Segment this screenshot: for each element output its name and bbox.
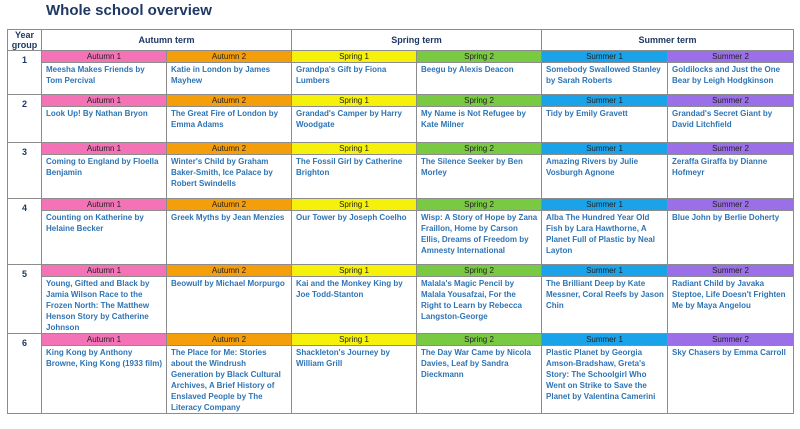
book-title: The Place for Me: Stories about the Windrush Generation by Black Cultural Archives, A Brief History of Enslaved People by The Literacy Company [171, 348, 281, 412]
cell-spring-1 [292, 143, 417, 199]
half-term-label: Spring 2 [417, 51, 541, 63]
half-term-label: Spring 1 [292, 265, 416, 277]
book-title: Malala's Magic Pencil by Malala Yousafzai, For the Right to Learn by Rebecca Langston-George [421, 279, 522, 321]
book-title: Winter's Child by Graham Baker-Smith, Ice Palace by Robert Swindells [171, 157, 273, 188]
cell-spring-2 [417, 143, 542, 199]
year-number: 5 [8, 265, 42, 334]
half-term-label: Summer 1 [542, 265, 667, 277]
book-title: Alba The Hundred Year Old Fish by Lara Hawthorne, A Planet Full of Plastic by Neal Layton [546, 213, 655, 255]
half-term-label: Spring 2 [417, 334, 541, 346]
half-term-label: Summer 2 [668, 199, 793, 211]
cell-summer-1 [542, 199, 668, 265]
book-title: Look Up! By Nathan Bryon [46, 109, 148, 118]
cell-spring-1 [292, 265, 417, 334]
book-title: Beegu by Alexis Deacon [421, 65, 514, 74]
half-term-label: Summer 2 [668, 143, 793, 155]
half-term-label: Spring 2 [417, 265, 541, 277]
half-term-label: Spring 2 [417, 95, 541, 107]
half-term-label: Spring 1 [292, 334, 416, 346]
cell-spring-1 [292, 95, 417, 143]
year-number: 4 [8, 199, 42, 265]
autumn-term-header: Autumn term [42, 30, 292, 51]
cell-summer-1 [542, 143, 668, 199]
book-title: Grandpa's Gift by Fiona Lumbers [296, 65, 387, 85]
cell-summer-2 [668, 143, 794, 199]
half-term-label: Summer 1 [542, 51, 667, 63]
page-title: Whole school overview [46, 2, 212, 19]
book-title: Meesha Makes Friends by Tom Percival [46, 65, 145, 85]
cell-summer-1 [542, 334, 668, 414]
book-title: Amazing Rivers by Julie Vosburgh Agnone [546, 157, 639, 177]
cell-autumn-1 [42, 95, 167, 143]
year-number: 2 [8, 95, 42, 143]
book-title: Plastic Planet by Georgia Amson-Bradshaw, Greta's Story: The Schoolgirl Who Went on Strike to Save the Planet by Valentina Camerini [546, 348, 656, 401]
half-term-label: Autumn 2 [167, 199, 291, 211]
half-term-label: Autumn 2 [167, 95, 291, 107]
book-title: Wisp: A Story of Hope by Zana Fraillon, Home by Carson Ellis, Dreams of Freedom by Amnesty International [421, 213, 538, 255]
book-title: Our Tower by Joseph Coelho [296, 213, 407, 222]
cell-spring-2 [417, 199, 542, 265]
year-number: 1 [8, 51, 42, 95]
book-title: The Great Fire of London by Emma Adams [171, 109, 279, 129]
book-title: Radiant Child by Javaka Steptoe, Life Doesn't Frighten Me by Maya Angelou [672, 279, 786, 310]
cell-autumn-2 [167, 265, 292, 334]
half-term-label: Spring 1 [292, 95, 416, 107]
table-row [8, 334, 794, 414]
half-term-label: Summer 2 [668, 334, 793, 346]
year-group-header: Year group [8, 30, 42, 51]
cell-summer-2 [668, 334, 794, 414]
book-title: Beowulf by Michael Morpurgo [171, 279, 285, 288]
cell-spring-2 [417, 334, 542, 414]
overview-table [7, 29, 794, 414]
book-title: Kai and the Monkey King by Joe Todd-Stanton [296, 279, 403, 299]
cell-autumn-2 [167, 143, 292, 199]
half-term-label: Summer 1 [542, 334, 667, 346]
cell-autumn-1 [42, 265, 167, 334]
book-title: Grandad's Camper by Harry Woodgate [296, 109, 402, 129]
book-title: Katie in London by James Mayhew [171, 65, 271, 85]
book-title: Grandad's Secret Giant by David Litchfield [672, 109, 773, 129]
half-term-label: Autumn 2 [167, 51, 291, 63]
half-term-label: Summer 2 [668, 51, 793, 63]
half-term-label: Autumn 1 [42, 334, 166, 346]
cell-autumn-2 [167, 199, 292, 265]
cell-spring-1 [292, 51, 417, 95]
half-term-label: Autumn 2 [167, 265, 291, 277]
half-term-label: Spring 1 [292, 51, 416, 63]
half-term-label: Summer 1 [542, 199, 667, 211]
book-title: The Brilliant Deep by Kate Messner, Coral Reefs by Jason Chin [546, 279, 664, 310]
table-row [8, 143, 794, 199]
half-term-label: Autumn 2 [167, 334, 291, 346]
half-term-label: Spring 2 [417, 143, 541, 155]
book-title: Counting on Katherine by Helaine Becker [46, 213, 144, 233]
cell-summer-2 [668, 265, 794, 334]
half-term-label: Autumn 1 [42, 51, 166, 63]
half-term-label: Spring 1 [292, 199, 416, 211]
book-title: My Name is Not Refugee by Kate Milner [421, 109, 526, 129]
cell-autumn-1 [42, 51, 167, 95]
table-row [8, 51, 794, 95]
book-title: Coming to England by Floella Benjamin [46, 157, 159, 177]
cell-summer-1 [542, 95, 668, 143]
book-title: The Fossil Girl by Catherine Brighton [296, 157, 403, 177]
half-term-label: Autumn 1 [42, 199, 166, 211]
cell-spring-2 [417, 265, 542, 334]
half-term-label: Summer 1 [542, 95, 667, 107]
cell-autumn-1 [42, 143, 167, 199]
cell-spring-2 [417, 51, 542, 95]
cell-spring-2 [417, 95, 542, 143]
book-title: Young, Gifted and Black by Jamia Wilson Race to the Frozen North: The Matthew Henson Story by Catherine Johnson [46, 279, 150, 332]
book-title: Greek Myths by Jean Menzies [171, 213, 285, 222]
book-title: Blue John by Berlie Doherty [672, 213, 780, 222]
half-term-label: Autumn 1 [42, 95, 166, 107]
half-term-label: Summer 1 [542, 143, 667, 155]
cell-spring-1 [292, 334, 417, 414]
table-row [8, 95, 794, 143]
book-title: Tidy by Emily Gravett [546, 109, 628, 118]
book-title: Shackleton's Journey by William Grill [296, 348, 390, 368]
cell-summer-1 [542, 51, 668, 95]
cell-autumn-2 [167, 334, 292, 414]
half-term-label: Spring 1 [292, 143, 416, 155]
cell-autumn-2 [167, 51, 292, 95]
half-term-label: Summer 2 [668, 95, 793, 107]
book-title: The Day War Came by Nicola Davies, Leaf by Sandra Dieckmann [421, 348, 531, 379]
book-title: Sky Chasers by Emma Carroll [672, 348, 786, 357]
year-number: 3 [8, 143, 42, 199]
half-term-label: Autumn 2 [167, 143, 291, 155]
book-title: The Silence Seeker by Ben Morley [421, 157, 523, 177]
cell-summer-2 [668, 95, 794, 143]
cell-summer-1 [542, 265, 668, 334]
cell-autumn-2 [167, 95, 292, 143]
book-title: King Kong by Anthony Browne, King Kong (1933 film) [46, 348, 163, 368]
book-title: Somebody Swallowed Stanley by Sarah Roberts [546, 65, 661, 85]
cell-summer-2 [668, 51, 794, 95]
summer-term-header: Summer term [542, 30, 794, 51]
spring-term-header: Spring term [292, 30, 542, 51]
half-term-label: Summer 2 [668, 265, 793, 277]
half-term-label: Autumn 1 [42, 143, 166, 155]
table-row [8, 199, 794, 265]
year-number: 6 [8, 334, 42, 414]
cell-summer-2 [668, 199, 794, 265]
cell-autumn-1 [42, 334, 167, 414]
half-term-label: Autumn 1 [42, 265, 166, 277]
header-row [8, 30, 794, 51]
table-row [8, 265, 794, 334]
half-term-label: Spring 2 [417, 199, 541, 211]
book-title: Goldilocks and Just the One Bear by Leigh Hodgkinson [672, 65, 781, 85]
book-title: Zeraffa Giraffa by Dianne Hofmeyr [672, 157, 768, 177]
cell-autumn-1 [42, 199, 167, 265]
cell-spring-1 [292, 199, 417, 265]
